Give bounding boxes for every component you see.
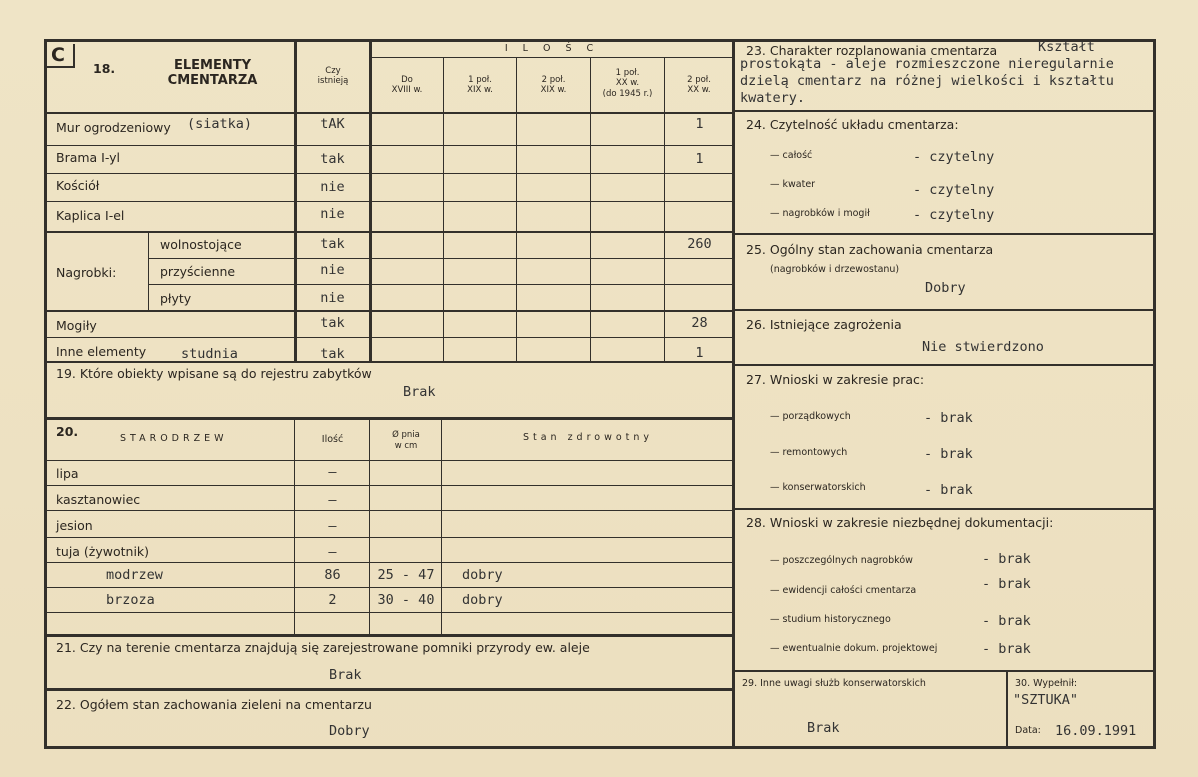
row-note: (siatka) [187,116,253,132]
s22-value: Dobry [329,723,370,739]
frame-top [44,39,1156,42]
period-2-l2: XIX w. [467,85,493,95]
vline [1006,672,1008,748]
section-18-title-2: CMENTARZA [167,73,258,88]
hline [44,562,734,563]
frame-bottom [44,746,1156,749]
row-label: płyty [160,291,192,306]
hline [734,670,1155,672]
row-count: 1 [695,116,704,132]
hline [734,364,1155,366]
row-label: Kościół [56,178,100,193]
hline [734,110,1155,112]
hline [148,258,734,259]
tree-qty: 2 [328,592,337,608]
period-1-l2: XVIII w. [391,85,423,95]
period-3-l1: 2 poł. [541,75,566,85]
hline [44,612,734,613]
s23-value-3: dzielą cmentarz na różnej wielkości i kształtu [740,73,1114,89]
row-label: Mogiły [56,318,97,333]
hline [148,284,734,285]
s24-item-value: - czytelny [913,149,995,165]
vline [441,419,442,636]
hline [44,417,734,420]
hline [734,233,1155,235]
vline [443,58,444,361]
row-label: Inne elementy [56,344,147,359]
vline [294,419,295,636]
s24-item-value: - czytelny [913,207,995,223]
row-count: 1 [695,151,704,167]
s20-title: STARODRZEW [120,433,228,444]
s26-label: 26. Istniejące zagrożenia [746,317,902,332]
period-2-l1: 1 poł. [468,75,492,85]
s27-item-value: - brak [924,482,973,498]
s30-date: 16.09.1991 [1055,723,1137,739]
row-label: przyścienne [160,264,236,279]
hline [44,173,734,174]
tree-qty: 86 [324,567,341,583]
s27-item-value: - brak [924,410,973,426]
tree-diameter: 25 - 47 [377,567,435,583]
tree-diameter: 30 - 40 [377,592,435,608]
s23-value-1: Kształt [1038,39,1095,55]
period-5-l2: XX w. [687,85,711,95]
s28-item-label: — ewidencji całości cmentarza [770,585,917,596]
s30-label: 30. Wypełnił: [1015,678,1078,689]
frame-right [1153,39,1156,749]
s23-label: 23. Charakter rozplanowania cmentarza [746,43,998,58]
row-exists: nie [320,290,345,306]
tree-health: dobry [462,592,503,608]
period-1-l1: Do [401,75,413,85]
s20-diam-header-1: Ø pnia [392,430,420,440]
s27-label: 27. Wnioski w zakresie prac: [746,372,925,387]
period-4-l1: 1 poł. [615,68,640,78]
hline [371,57,733,58]
tree-qty: – [328,518,337,534]
s28-item-label: — studium historycznego [770,614,891,625]
tree-qty: – [328,492,337,508]
row-exists: tak [320,346,345,362]
s27-item-label: — remontowych [770,447,848,458]
hline [44,460,734,461]
hline [44,634,734,637]
s30-date-label: Data: [1015,725,1041,736]
hline [44,485,734,486]
tree-name: modrzew [106,567,163,583]
period-5-l1: 2 poł. [687,75,711,85]
hline [44,201,734,202]
row-count: 28 [691,315,708,331]
hline [44,337,734,338]
row-exists: tak [320,315,345,331]
s25-sub: (nagrobków i drzewostanu) [770,264,900,275]
s28-item-value: - brak [982,551,1031,567]
s24-item-label: — kwater [770,179,816,190]
exists-header-1: Czy [325,66,341,76]
row-count: 1 [695,345,704,361]
exists-header-2: istnieją [317,76,349,86]
row-note: studnia [181,346,238,362]
s20-qty-header: Ilość [321,434,344,445]
vline [590,58,591,361]
s24-label: 24. Czytelność układu cmentarza: [746,117,959,132]
row-exists: tAK [320,116,345,132]
s24-item-label: — nagrobków i mogił [770,208,870,219]
row-label: Mur ogrodzeniowy [56,120,171,135]
vline [369,419,370,636]
s20-health-header: Stan zdrowotny [522,432,654,443]
s19-value: Brak [403,384,436,400]
row-label: wolnostojące [160,237,242,252]
section-18-number: 18. [93,61,116,76]
s29-value: Brak [807,720,840,736]
hline [44,587,734,588]
s29-label: 29. Inne uwagi służb konserwatorskich [742,678,926,689]
vline [516,58,517,361]
hline [44,688,734,691]
s23-value-2: prostokąta - aleje rozmieszczone nieregularnie [740,56,1114,72]
s28-item-value: - brak [982,576,1031,592]
hline [44,361,734,363]
vline [294,39,297,363]
s22-label: 22. Ogółem stan zachowania zieleni na cmentarzu [56,697,372,712]
hline [734,508,1155,510]
s21-value: Brak [329,667,362,683]
s24-item-value: - czytelny [913,182,995,198]
tree-name: kasztanowiec [56,492,141,507]
vline [148,233,149,310]
s28-item-value: - brak [982,641,1031,657]
tree-name: jesion [56,518,93,533]
row-exists: nie [320,262,345,278]
period-4-l3: (do 1945 r.) [602,89,653,99]
s19-label: 19. Które obiekty wpisane są do rejestru zabytków [56,366,372,381]
s25-label: 25. Ogólny stan zachowania cmentarza [746,242,994,257]
s26-value: Nie stwierdzono [922,339,1044,355]
row-label: Brama I-yl [56,150,121,165]
s28-item-label: — ewentualnie dokum. projektowej [770,643,938,654]
tree-qty: – [328,544,337,560]
row-exists: tak [320,236,345,252]
s20-diam-header-2: w cm [394,441,418,451]
s23-value-4: kwatery. [740,90,806,106]
period-3-l2: XIX w. [540,85,567,95]
tree-name: tuja (żywotnik) [56,544,150,559]
hline [734,309,1155,311]
s24-item-label: — całość [770,150,813,161]
tree-name: brzoza [106,592,155,608]
row-exists: nie [320,179,345,195]
s20-number: 20. [56,424,79,439]
period-4-l2: XX w. [615,78,640,88]
row-exists: nie [320,206,345,222]
row-count: 260 [687,236,712,252]
s21-label: 21. Czy na terenie cmentarza znajdują się zarejestrowane pomniki przyrody ew. aleje [56,640,590,655]
nagrobki-label: Nagrobki: [56,265,117,280]
quantity-header: I L O Ś C [504,43,600,54]
s25-value: Dobry [925,280,966,296]
hline [44,310,734,312]
hline [44,112,734,114]
tree-health: dobry [462,567,503,583]
s30-value: "SZTUKA" [1013,692,1079,708]
s27-item-label: — konserwatorskich [770,482,866,493]
hline [44,537,734,538]
section-18-title-1: ELEMENTY [173,58,252,73]
s27-item-value: - brak [924,446,973,462]
row-exists: tak [320,151,345,167]
hline [44,145,734,146]
letter-c: C [51,44,65,66]
s28-item-label: — poszczególnych nagrobków [770,555,913,566]
tree-name: lipa [56,466,79,481]
s28-item-value: - brak [982,613,1031,629]
row-label: Kaplica I-el [56,208,125,223]
hline [44,510,734,511]
s27-item-label: — porządkowych [770,411,851,422]
tree-qty: – [328,464,337,480]
vline [664,58,665,361]
s28-label: 28. Wnioski w zakresie niezbędnej dokumentacji: [746,515,1054,530]
